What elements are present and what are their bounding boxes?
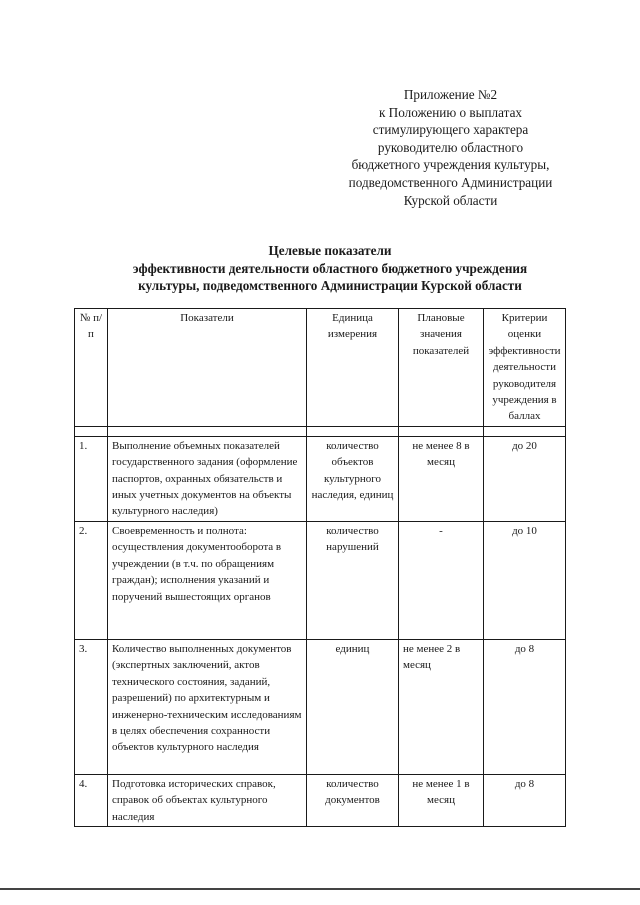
appendix-line: стимулирующего характера xyxy=(372,122,529,138)
header-plan: Плановые значения показателей xyxy=(399,309,484,427)
appendix-line: бюджетного учреждения культуры, xyxy=(351,157,550,173)
row-plan: не менее 8 в месяц xyxy=(399,436,484,521)
appendix-line: подведомственного Администрации xyxy=(348,174,553,190)
appendix-line: к Положению о выплатах xyxy=(378,104,523,120)
row-indicator: Количество выполненных документов (экспертных заключений, актов технического состояния, заданий, разрешений) по архитектурным и инженерно-техническим исследованиям в целях обеспечения сохранности объектов культурного наследия xyxy=(108,639,307,774)
row-criteria: до 10 xyxy=(484,521,566,639)
row-num: 2. xyxy=(75,521,108,639)
header-num: № п/п xyxy=(75,309,108,427)
row-num: 4. xyxy=(75,774,108,826)
row-num: 1. xyxy=(75,436,108,521)
table-row xyxy=(75,521,566,639)
header-indicator: Показатели xyxy=(108,309,307,427)
row-plan: не менее 2 в месяц xyxy=(399,639,484,774)
page-bottom-rule xyxy=(0,888,640,890)
row-criteria: до 20 xyxy=(484,436,566,521)
row-criteria: до 8 xyxy=(484,774,566,826)
row-num: 3. xyxy=(75,639,108,774)
appendix-line: руководителю областного xyxy=(377,139,524,155)
row-plan: - xyxy=(399,521,484,639)
row-unit: количество объектов культурного наследия, единиц xyxy=(307,436,399,521)
appendix-line: Курской области xyxy=(403,192,498,208)
document-title xyxy=(40,242,620,295)
row-unit: единиц xyxy=(307,639,399,774)
table-row xyxy=(75,774,566,826)
row-unit: количество документов xyxy=(307,774,399,826)
header-criteria: Критерии оценки эффективности деятельности руководителя учреждения в баллах xyxy=(484,309,566,427)
row-plan: не менее 1 в месяц xyxy=(399,774,484,826)
row-unit: количество нарушений xyxy=(307,521,399,639)
title-line: культуры, подведомственного Администрации Курской области xyxy=(138,278,522,293)
table-header-row xyxy=(75,309,566,427)
table-row xyxy=(75,436,566,521)
table-row xyxy=(75,639,566,774)
row-indicator: Своевременность и полнота: осуществления документооборота в учреждении (в т.ч. по обращениям граждан); исполнения указаний и поручений вышестоящих органов xyxy=(108,521,307,639)
title-line: Целевые показатели xyxy=(268,243,392,258)
header-unit: Единица измерения xyxy=(307,309,399,427)
row-indicator: Подготовка исторических справок, справок об объектах культурного наследия xyxy=(108,774,307,826)
table-spacer-row xyxy=(75,426,566,436)
row-indicator: Выполнение объемных показателей государственного задания (оформление паспортов, охранных обязательств и иных учетных документов на объекты культурного наследия) xyxy=(108,436,307,521)
row-criteria: до 8 xyxy=(484,639,566,774)
title-line: эффективности деятельности областного бюджетного учреждения xyxy=(132,260,528,276)
appendix-line: Приложение №2 xyxy=(403,87,498,102)
appendix-caption xyxy=(318,86,583,209)
indicators-table xyxy=(74,308,566,827)
